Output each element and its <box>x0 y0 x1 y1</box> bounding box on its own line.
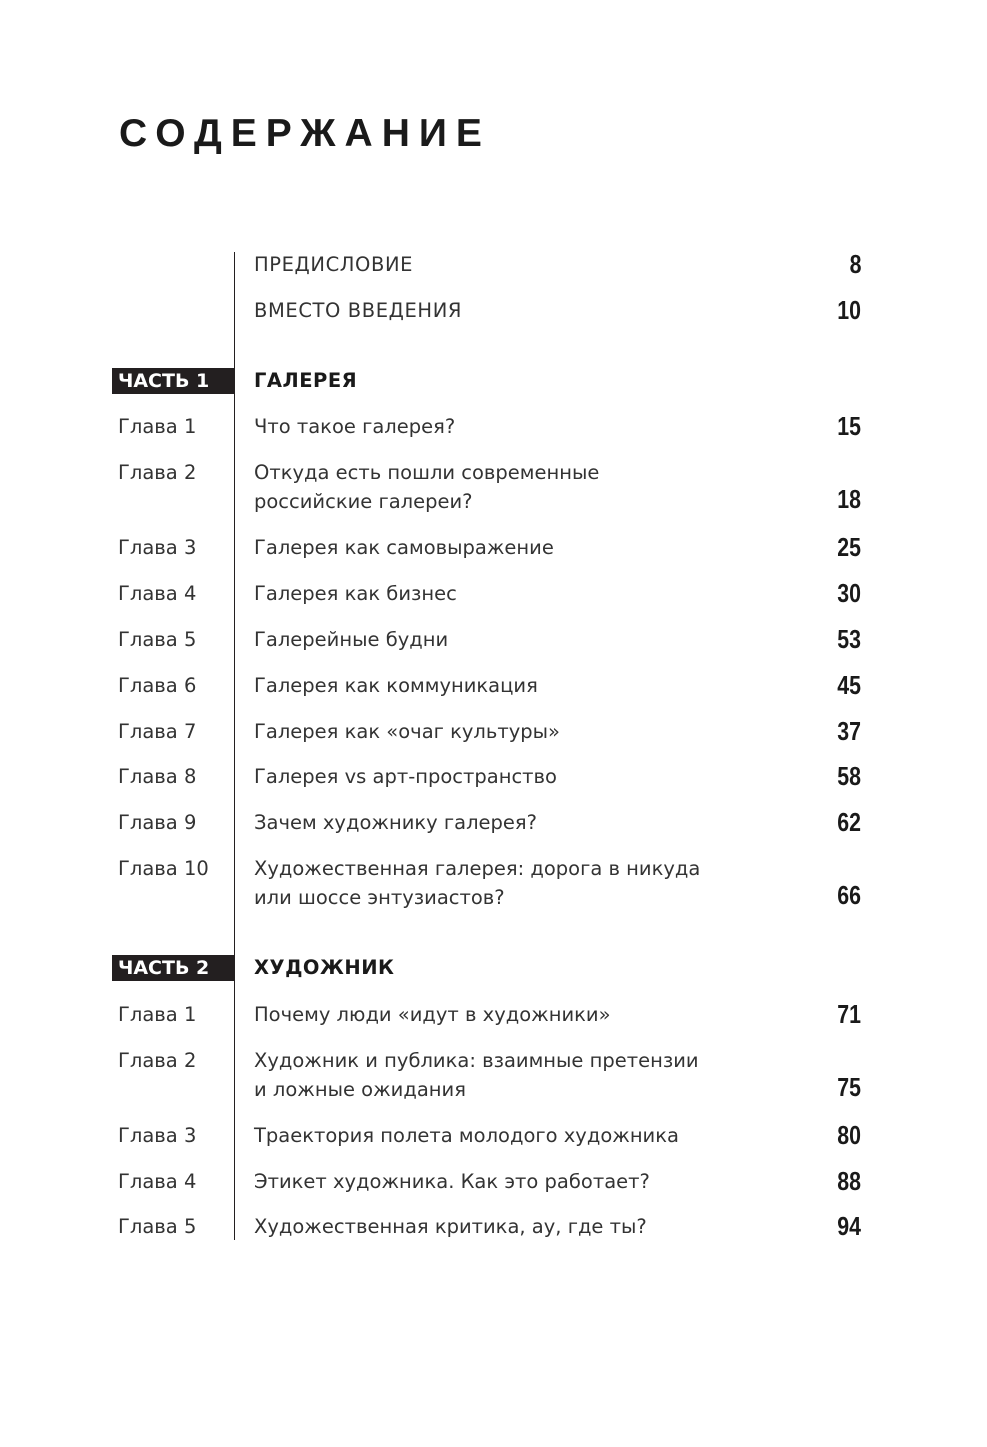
chapter-label: Глава 4 <box>118 582 197 605</box>
page-number: 80 <box>837 1120 861 1150</box>
entry-text-line-2: и ложные ожидания <box>254 1078 466 1101</box>
chapter-label: Глава 8 <box>118 765 197 788</box>
entry-text: ВМЕСТО ВВЕДЕНИЯ <box>254 299 463 322</box>
entry-text-line-2: или шоссе энтузиастов? <box>254 886 505 909</box>
page-number: 94 <box>837 1211 861 1241</box>
page-number: 88 <box>837 1166 861 1196</box>
entry-text-line-2: российские галереи? <box>254 490 473 513</box>
chapter-label: Глава 1 <box>118 1003 197 1026</box>
entry-text: Этикет художника. Как это работает? <box>254 1170 650 1193</box>
page-number: 45 <box>837 670 861 700</box>
entry-text: Зачем художнику галерея? <box>254 811 537 834</box>
page-number: 8 <box>849 249 861 279</box>
entry-text: Галерея как коммуникация <box>254 674 538 697</box>
entry-text: Художественная критика, ау, где ты? <box>254 1215 647 1238</box>
page-number: 10 <box>837 295 861 325</box>
entry-text-line-1: Художник и публика: взаимные претензии <box>254 1049 699 1072</box>
entry-text: Галерея как «очаг культуры» <box>254 720 560 743</box>
chapter-label: Глава 1 <box>118 415 197 438</box>
part-title: ХУДОЖНИК <box>254 956 395 979</box>
part-badge: ЧАСТЬ 1 <box>112 368 235 394</box>
page-number: 71 <box>837 999 861 1029</box>
chapter-label: Глава 3 <box>118 1124 197 1147</box>
entry-text: Что такое галерея? <box>254 415 456 438</box>
page-number: 58 <box>837 761 861 791</box>
vertical-divider <box>234 252 235 1240</box>
page-number: 66 <box>837 880 861 910</box>
chapter-label: Глава 6 <box>118 674 197 697</box>
page-title: СОДЕРЖАНИЕ <box>119 112 491 155</box>
page-number: 37 <box>837 716 861 746</box>
part-badge: ЧАСТЬ 2 <box>112 955 235 981</box>
chapter-label: Глава 3 <box>118 536 197 559</box>
entry-text-line-1: Художественная галерея: дорога в никуда <box>254 857 701 880</box>
chapter-label: Глава 4 <box>118 1170 197 1193</box>
chapter-label: Глава 5 <box>118 628 197 651</box>
chapter-label: Глава 10 <box>118 857 209 880</box>
entry-text: Галерейные будни <box>254 628 449 651</box>
entry-text: ПРЕДИСЛОВИЕ <box>254 253 414 276</box>
page-number: 15 <box>837 411 861 441</box>
page-number: 18 <box>837 484 861 514</box>
entry-text: Галерея как самовыражение <box>254 536 554 559</box>
chapter-label: Глава 9 <box>118 811 197 834</box>
entry-text: Почему люди «идут в художники» <box>254 1003 611 1026</box>
chapter-label: Глава 5 <box>118 1215 197 1238</box>
page-number: 25 <box>837 532 861 562</box>
page-number: 53 <box>837 624 861 654</box>
entry-text: Галерея vs арт-пространство <box>254 765 557 788</box>
chapter-label: Глава 2 <box>118 1049 197 1072</box>
page-number: 30 <box>837 578 861 608</box>
chapter-label: Глава 2 <box>118 461 197 484</box>
page-number: 62 <box>837 807 861 837</box>
part-title: ГАЛЕРЕЯ <box>254 369 358 392</box>
entry-text: Траектория полета молодого художника <box>254 1124 679 1147</box>
chapter-label: Глава 7 <box>118 720 197 743</box>
entry-text: Галерея как бизнес <box>254 582 457 605</box>
page-number: 75 <box>837 1072 861 1102</box>
entry-text-line-1: Откуда есть пошли современные <box>254 461 600 484</box>
